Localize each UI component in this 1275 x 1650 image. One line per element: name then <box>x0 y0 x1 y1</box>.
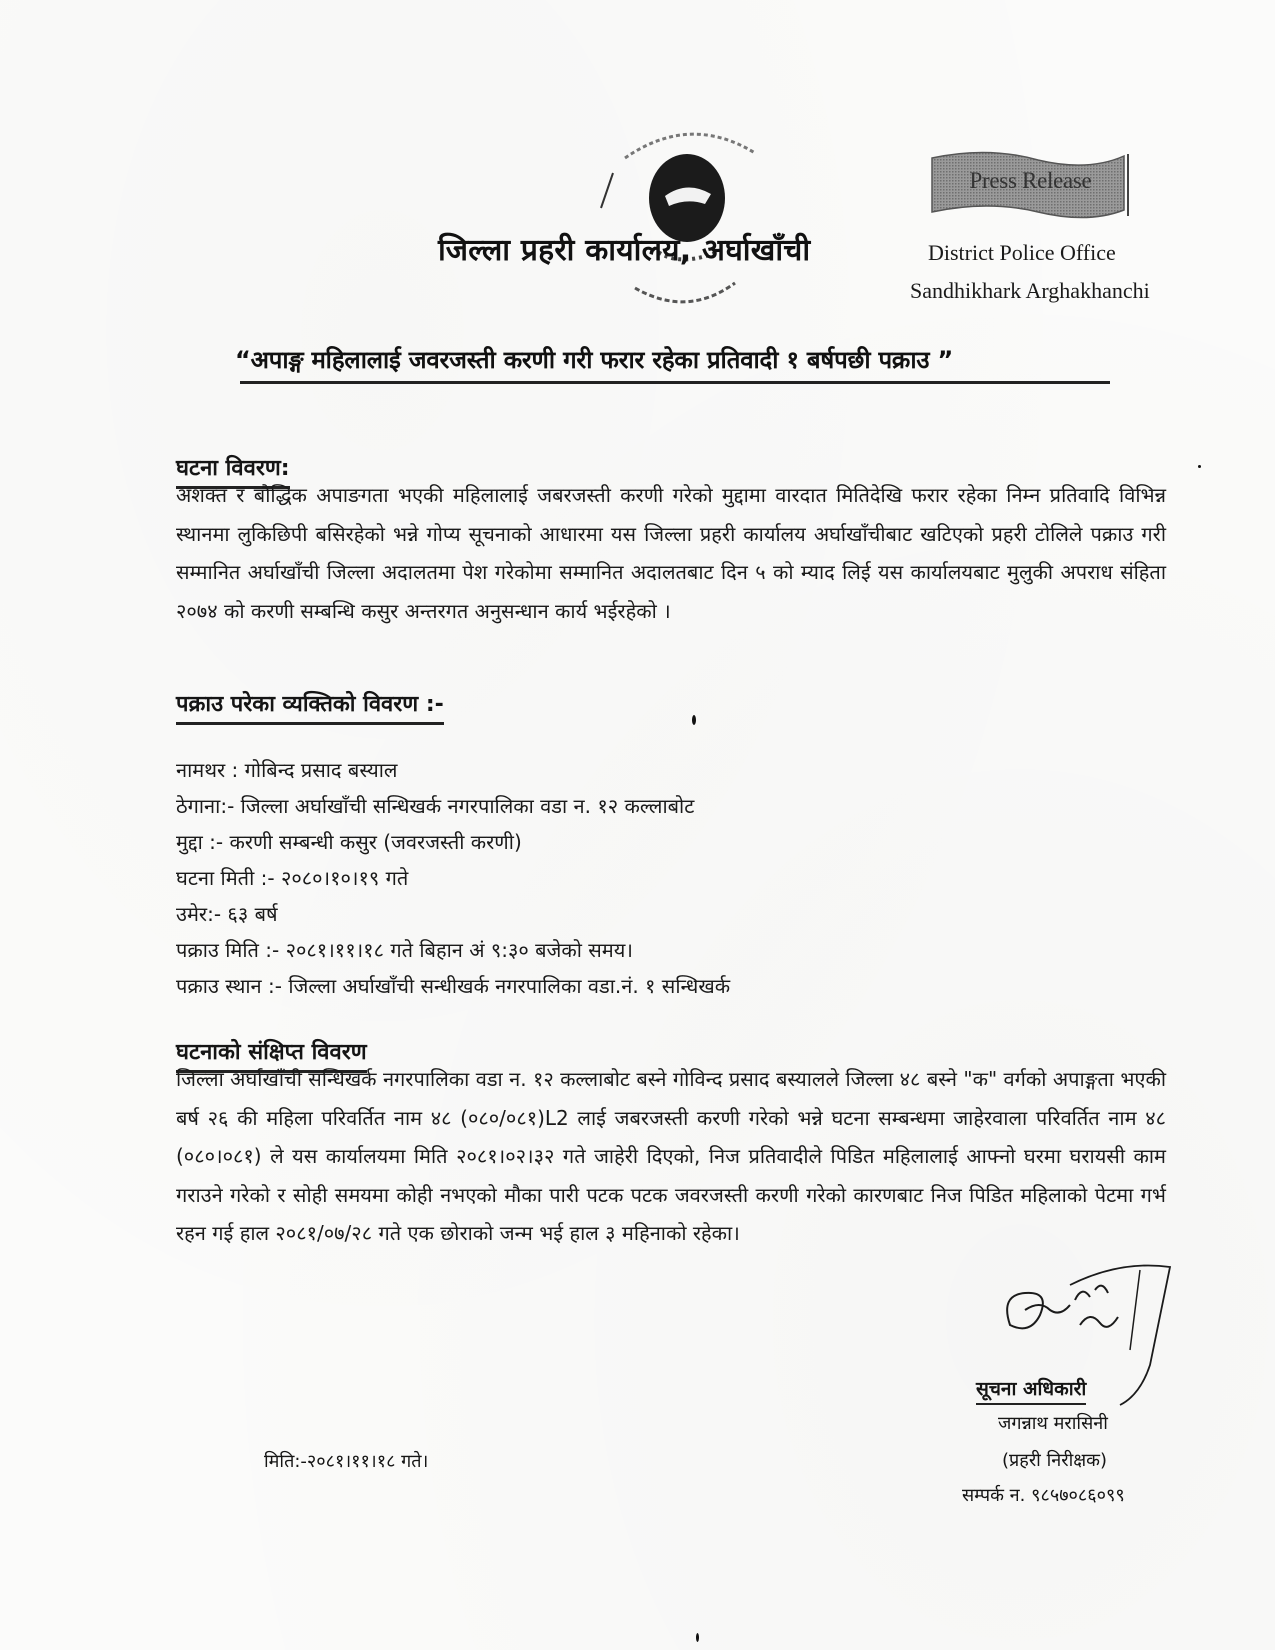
incident-description: अशक्त र बौद्धिक अपाङगता भएकी महिलालाई जबरजस्ती करणी गरेको मुद्दामा वारदात मितिदेखि फरार रहेका निम्न प्रतिवादि विभिन्न स्थानमा लुकिछिपी बसिरहेको भन्ने गोप्य सूचनाको आधारमा यस जिल्ला प्रहरी कार्यालय अर्घाखाँचीबाट खटिएको प्रहरी टोलिले पक्राउ गरी सम्मानित अर्घाखाँची जिल्ला अदालतमा पेश गरेकोमा सम्मानित अदालतबाट दिन ५ को म्याद लिई यस कार्यालयबाट मुलुकी अपराध संहिता २०७४ को करणी सम्बन्धि कसुर अन्तरगत अनुसन्धान कार्य भईरहेको । <box>176 483 1166 623</box>
detail-label: नामथर : <box>176 758 239 782</box>
detail-label: पक्राउ स्थान :- <box>176 974 282 998</box>
signatory-name: जगन्नाथ मरासिनी <box>998 1413 1108 1434</box>
office-name-nepali: जिल्ला प्रहरी कार्यालय, अर्घाखाँची <box>438 233 811 268</box>
scan-speck <box>1198 465 1201 468</box>
detail-value: २०८०।१०।१९ गते <box>280 866 409 890</box>
nepal-police-emblem-icon <box>595 118 785 323</box>
press-release-label: Press Release <box>969 168 1092 193</box>
detail-value: गोबिन्द प्रसाद बस्याल <box>244 758 398 782</box>
summary-heading: घटनाको संक्षिप्त विवरण <box>176 1036 367 1073</box>
detail-age <box>176 896 730 932</box>
headline-underline <box>240 381 1110 384</box>
arrested-person-details <box>176 752 730 1004</box>
scan-speck <box>696 1633 699 1642</box>
press-release-headline: “अपाङ्ग महिलालाई जवरजस्ती करणी गरी फरार रहेका प्रतिवादी १ बर्षपछी पक्राउ ” <box>235 346 954 374</box>
detail-name <box>176 752 730 788</box>
detail-label: घटना मिती :- <box>176 866 275 890</box>
detail-label: पक्राउ मिति :- <box>176 938 280 962</box>
detail-arrest-date <box>176 932 730 968</box>
detail-arrest-place <box>176 968 730 1004</box>
scan-speck <box>692 715 696 725</box>
detail-value: जिल्ला अर्घाखाँची सन्धिखर्क नगरपालिका वडा न. १२ कल्लाबोट <box>240 794 695 818</box>
detail-incident-date <box>176 860 730 896</box>
arrested-person-heading: पक्राउ परेका व्यक्तिको विवरण :- <box>176 688 444 725</box>
stamp-mark <box>601 173 613 208</box>
detail-value: ६३ बर्ष <box>227 902 278 926</box>
incident-heading: घटना विवरण: <box>176 452 290 489</box>
detail-value: जिल्ला अर्घाखाँची सन्धीखर्क नगरपालिका वडा.नं. १ सन्धिखर्क <box>288 974 731 998</box>
detail-value: करणी सम्बन्धी कसुर (जवरजस्ती करणी) <box>229 830 522 854</box>
office-location-english: Sandhikhark Arghakhanchi <box>910 278 1150 303</box>
detail-address <box>176 788 730 824</box>
detail-label: उमेर:- <box>176 902 222 926</box>
signatory-rank: (प्रहरी निरीक्षक) <box>1002 1450 1107 1471</box>
press-release-badge <box>928 150 1133 222</box>
detail-label: ठेगाना:- <box>176 794 235 818</box>
office-name-english: District Police Office <box>928 240 1116 265</box>
summary-description: जिल्ला अर्घाखाँची सन्धिखर्क नगरपालिका वडा न. १२ कल्लाबोट बस्ने गोविन्द प्रसाद बस्यालले जिल्ला ४८ बस्ने "क" वर्गको अपाङ्गता भएकी बर्ष २६ की महिला परिवर्तित नाम ४८ (०८०/०८१)L2 लाई जबरजस्ती करणी गरेको भन्ने घटना सम्बन्धमा जाहेरवाला परिवर्तित नाम ४८ (०८०।०८१) ले यस कार्यालयमा मिति २०८१।०२।३२ गते जाहेरी दिएको, निज प्रतिवादीले पिडित महिलालाई आफ्नो घरमा घरायसी काम गराउने गरेको र सोही समयमा कोही नभएको मौका पारी पटक पटक जवरजस्ती करणी गरेको कारणबाट निज पिडित महिलाको पेटमा गर्भ रहन गई हाल २०८१/०७/२८ गते एक छोराको जन्म भई हाल ३ महिनाको रहेका। <box>176 1067 1166 1245</box>
detail-label: मुद्दा :- <box>176 830 224 854</box>
detail-value: २०८१।११।१८ गते बिहान अं ९:३० बजेको समय। <box>285 938 633 962</box>
signatory-title: सूचना अधिकारी <box>976 1375 1086 1405</box>
signatory-contact: सम्पर्क न. ९८५७०८६०९९ <box>962 1485 1125 1506</box>
stamp-arc-bottom <box>635 283 735 302</box>
issue-date: मिति:-२०८१।११।१८ गते। <box>264 1451 429 1472</box>
detail-case <box>176 824 730 860</box>
